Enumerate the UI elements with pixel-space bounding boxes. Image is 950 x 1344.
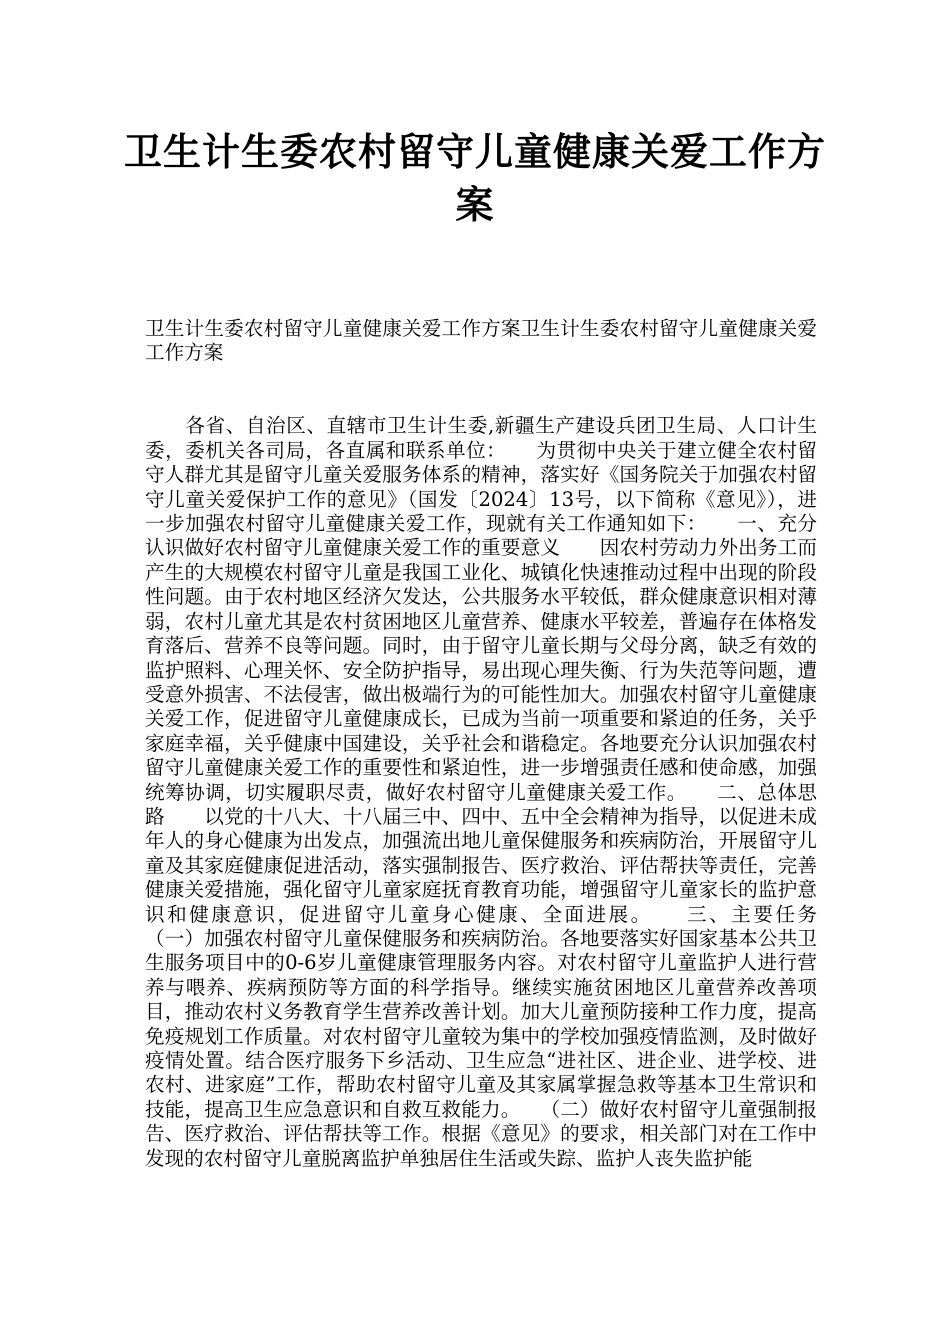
- intro-paragraph: 卫生计生委农村留守儿童健康关爱工作方案卫生计生委农村留守儿童健康关爱工作方案: [145, 316, 817, 365]
- document-body: [145, 268, 857, 1220]
- main-paragraph: 各省、自治区、直辖市卫生计生委,新疆生产建设兵团卫生局、人口计生委，委机关各司局，各直属和联系单位： 为贯彻中央关于建立健全农村留守人群尤其是留守儿童关爱服务体系的精神，落实好《国务院关于加强农村留守儿童关爱保护工作的意见》（国发〔2024〕13号，以下简称《意见》），进一步加强农村留守儿童健康关爱工作，现就有关工作通知如下： 一、充分认识做好农村留守儿童健康关爱工作的重要意义 因农村劳动力外出务工而产生的大规模农村留守儿童是我国工业化、城镇化快速推动过程中出现的阶段性问题。由于农村地区经济欠发达，公共服务水平较低，群众健康意识相对薄弱，农村儿童尤其是农村贫困地区儿童营养、健康水平较差，普遍存在体格发育落后、营养不良等问题。同时，由于留守儿童长期与父母分离，缺乏有效的监护照料、心理关怀、安全防护指导，易出现心理失衡、行为失范等问题，遭受意外损害、不法侵害，做出极端行为的可能性加大。加强农村留守儿童健康关爱工作，促进留守儿童健康成长，已成为当前一项重要和紧迫的任务，关乎家庭幸福，关乎健康中国建设，关乎社会和谐稳定。各地要充分认识加强农村留守儿童健康关爱工作的重要性和紧迫性，进一步增强责任感和使命感，加强统筹协调，切实履职尽责，做好农村留守儿童健康关爱工作。 二、总体思路 以党的十八大、十八届三中、四中、五中全会精神为指导，以促进未成年人的身心健康为出发点，加强流出地儿童保健服务和疾病防治，开展留守儿童及其家庭健康促进活动，落实强制报告、医疗救治、评估帮扶等责任，完善健康关爱措施，强化留守儿童家庭抚育教育功能，增强留守儿童家长的监护意识和健康意识，促进留守儿童身心健康、全面进展。 三、主要任务 （一）加强农村留守儿童保健服务和疾病防治。各地要落实好国家基本公共卫生服务项目中的0-6岁儿童健康管理服务内容。对农村留守儿童监护人进行营养与喂养、疾病预防等方面的科学指导。继续实施贫困地区儿童营养改善项目，推动农村义务教育学生营养改善计划。加大儿童预防接种工作力度，提高免疫规划工作质量。对农村留守儿童较为集中的学校加强疫情监测，及时做好疫情处置。结合医疗服务下乡活动、卫生应急“进社区、进企业、进学校、进农村、进家庭”工作，帮助农村留守儿童及其家属掌握急救等基本卫生常识和技能，提高卫生应急意识和自救互救能力。 （二）做好农村留守儿童强制报告、医疗救治、评估帮扶等工作。根据《意见》的要求，相关部门对在工作中发现的农村留守儿童脱离监护单独居住生活或失踪、监护人丧失监护能: [145, 414, 857, 1170]
- document-title: 卫生计生委农村留守儿童健康关爱工作方案: [123, 130, 826, 227]
